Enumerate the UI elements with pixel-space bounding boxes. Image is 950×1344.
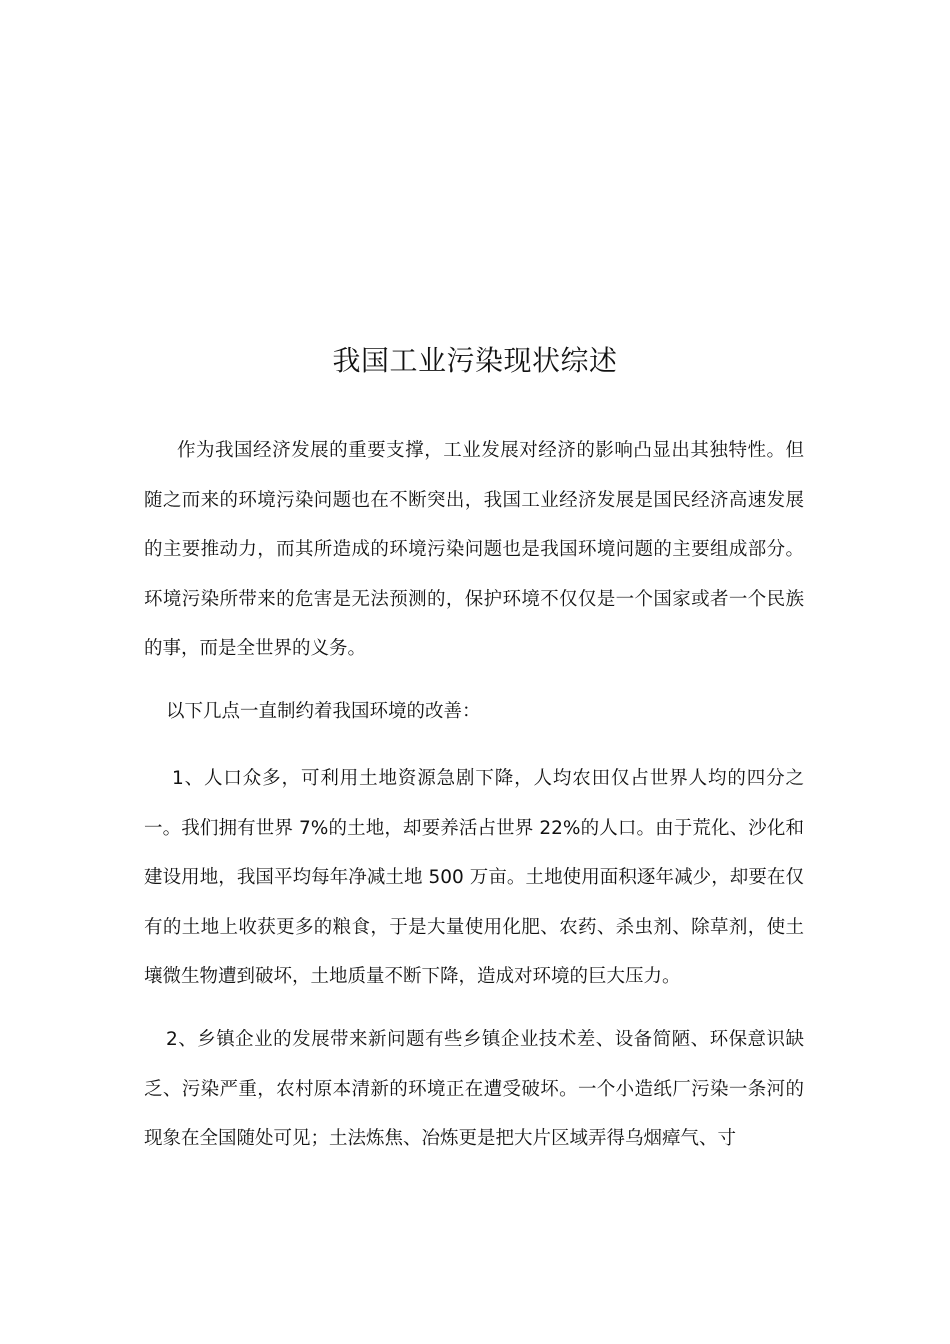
constraint-item-2: 2、乡镇企业的发展带来新问题有些乡镇企业技术差、设备简陋、环保意识缺乏、污染严重，农村原本清新的环境正在遭受破坏。一个小造纸厂污染一条河的现象在全国随处可见；土法炼焦、冶炼更是把大片区域弄得乌烟瘴气、寸: [144, 1029, 804, 1149]
document-title: 我国工业污染现状综述: [332, 344, 618, 377]
constraints-lead-paragraph: 以下几点一直制约着我国环境的改善：: [166, 701, 481, 722]
intro-paragraph: 作为我国经济发展的重要支撑，工业发展对经济的影响凸显出其独特性。但随之而来的环境污染问题也在不断突出，我国工业经济发展是国民经济高速发展的主要推动力，而其所造成的环境污染问题也是我国环境问题的主要组成部分。环境污染所带来的危害是无法预测的，保护环境不仅仅是一个国家或者一个民族的事，而是全世界的义务。: [144, 440, 804, 659]
constraint-item-1: 1、人口众多，可利用土地资源急剧下降，人均农田仅占世界人均的四分之一。我们拥有世界 7%的土地，却要养活占世界 22%的人口。由于荒化、沙化和建设用地，我国平均每年净减土地 500 万亩。土地使用面积逐年减少，却要在仅有的土地上收获更多的粮食，于是大量使用化肥、农药、杀虫剂、除草剂，使土壤微生物遭到破坏，土地质量不断下降，造成对环境的巨大压力。: [144, 768, 804, 987]
